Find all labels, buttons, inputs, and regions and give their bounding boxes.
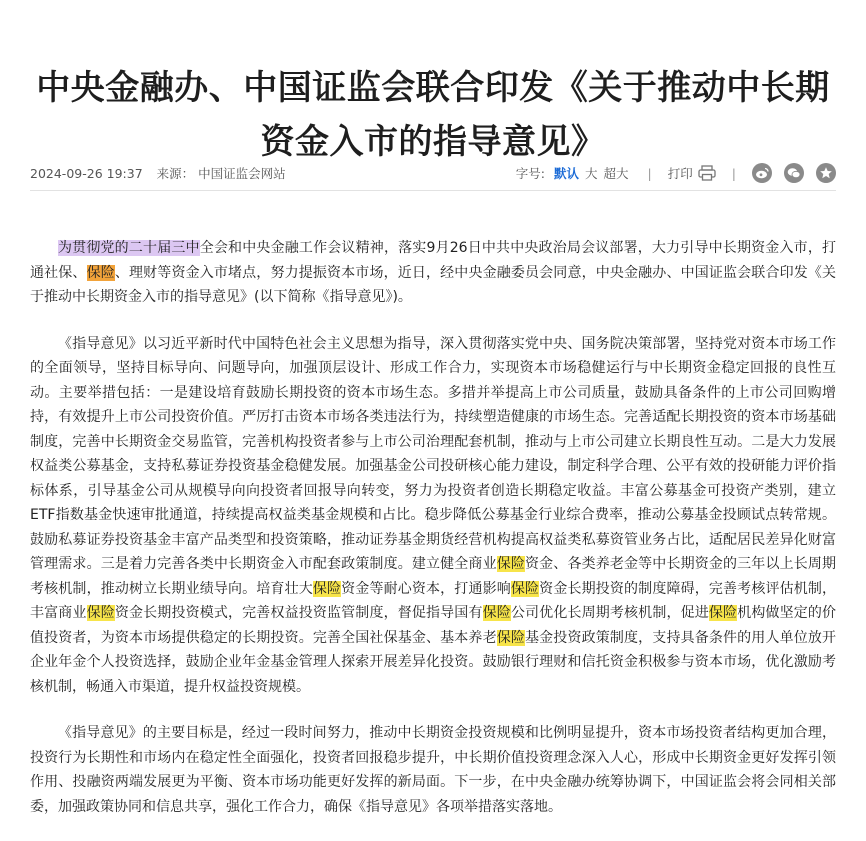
print-button[interactable] [668, 164, 716, 182]
article-title: 中央金融办、中国证监会联合印发《关于推动中长期资金入市的指导意见》 [36, 67, 830, 162]
paragraph [30, 332, 836, 700]
highlighted-term: 保险 [496, 556, 526, 572]
paragraph [30, 721, 836, 819]
article-meta [30, 160, 836, 186]
print-label: 打印 [667, 166, 693, 181]
font-size-large-button[interactable]: 大 [585, 166, 598, 181]
paragraph-text: 资金长期投资模式，完善权益投资监管制度，督促指导国有 [114, 605, 483, 621]
source-name: 中国证监会网站 [198, 166, 286, 181]
highlighted-term: 保险 [482, 605, 511, 621]
wechat-icon[interactable] [784, 163, 804, 183]
paragraph-text: 资金等耐心资本，打通影响 [341, 580, 511, 597]
paragraph-text: 机构做坚定的价值投资者，为资本市场提供稳定的长期投资。完善全国社保基金、基本养老 [30, 605, 837, 646]
highlighted-term: 保险 [510, 580, 540, 597]
weibo-icon[interactable] [752, 163, 772, 183]
meta-left [30, 164, 296, 182]
highlighted-term: 保险 [86, 605, 115, 621]
separator: | [731, 165, 736, 181]
paragraph-text: 基金投资政策制度，支持具备条件的用人单位放开企业年金个人投资选择，鼓励企业年金基金管理人探索开展差异化投资。鼓励银行理财和信托资金积极参与资本市场，优化激励考核机制，畅通入市渠道，提升权益投资规模。 [30, 629, 837, 695]
highlighted-term: 保险 [708, 605, 738, 621]
highlighted-term: 为贯彻党的二十届三中 [58, 240, 200, 256]
paragraph [30, 236, 836, 310]
paragraph-text: 《指导意见》以习近平新时代中国特色社会主义思想为指导，深入贯彻落实党中央、国务院决策部署，坚持党对资本市场工作的全面领导，坚持目标导向、问题导向，加强顶层设计、形成工作合力，实现资本市场稳健运行与中长期资金稳定回报的良性互动。主要举措包括：一是建设培育鼓励长期投资的资本市场生态。多措并举提高上市公司质量，鼓励具备条件的上市公司回购增持，有效提升上市公司投资价值。严厉打击资本市场各类违法行为，持续塑造健康的市场生态。完善适配长期投资的资本市场基础制度，完善中长期资金交易监管，完善机构投资者参与上市公司治理配套机制，推动与上市公司建立长期良性互动。二是大力发展权益类公募基金，支持私募证券投资基金稳健发展。加强基金公司投研核心能力建设，制定科学合理、公平有效的投研能力评价指标体系，引导基金公司从规模导向向投资者回报导向转变，努力为投资者创造长期稳定收益。丰富公募基金可投资产类别，建立ETF指数基金快速审批通道，持续提高权益类基金规模和占比。稳步降低公募基金行业综合费率，推动公募基金投顾试点转常规。鼓励私募证券投资基金丰富产品类型和投资策略，推动证券基金期货经营机构提高权益类私募资管业务占比，适配居民差异化财富管理需求。三是着力完善各类中长期资金入市配套政策制度。建立健全商业 [30, 335, 836, 572]
font-size-xlarge-button[interactable]: 超大 [603, 166, 629, 181]
highlighted-term: 保险 [312, 580, 342, 597]
font-size-default-button[interactable]: 默认 [554, 166, 580, 181]
printer-icon [698, 165, 716, 181]
paragraph-text: 资金长期投资的制度障碍，完善考核评估机制，丰富商业 [30, 580, 837, 621]
paragraph-text: 《指导意见》的主要目标是，经过一段时间努力，推动中长期资金投资规模和比例明显提升，资本市场投资者结构更加合理，投资行为长期性和市场内在稳定性全面强化，投资者回报稳步提升，中长期价值投资理念深入人心，形成中长期资金更好发挥引领作用、投融资两端发展更为平衡、资本市场功能更好发挥的新局面。下一步，在中央金融办统筹协调下，中国证监会将会同相关部委，加强政策协同和信息共享，强化工作合力，确保《指导意见》各项举措落实落地。 [30, 725, 836, 815]
star-icon[interactable] [816, 163, 836, 183]
highlighted-term: 保险 [86, 264, 115, 281]
paragraph-text: 公司优化长周期考核机制，促进 [510, 605, 709, 621]
paragraph-text: 全会和中央金融工作会议精神，落实9月26日中共中央政治局会议部署，大力引导中长期资金入市，打通社保、 [30, 240, 836, 281]
paragraph-text: 资金、各类养老金等中长期资金的三年以上长周期考核机制，推动树立长期业绩导向。培育壮大 [30, 556, 837, 597]
separator: | [647, 165, 652, 181]
article-tools [516, 160, 836, 186]
publish-date: 2024-09-26 19:37 [30, 166, 143, 181]
source-label: 来源： [156, 166, 195, 181]
paragraph-text: 、理财等资金入市堵点，努力提振资本市场，近日，经中央金融委员会同意，中央金融办、中国证监会联合印发《关于推动中长期资金入市的指导意见》(以下简称《指导意见》)。 [30, 264, 837, 305]
article-body [30, 236, 836, 841]
divider [30, 190, 836, 191]
highlighted-term: 保险 [496, 629, 526, 646]
font-size-label: 字号: [515, 166, 545, 181]
